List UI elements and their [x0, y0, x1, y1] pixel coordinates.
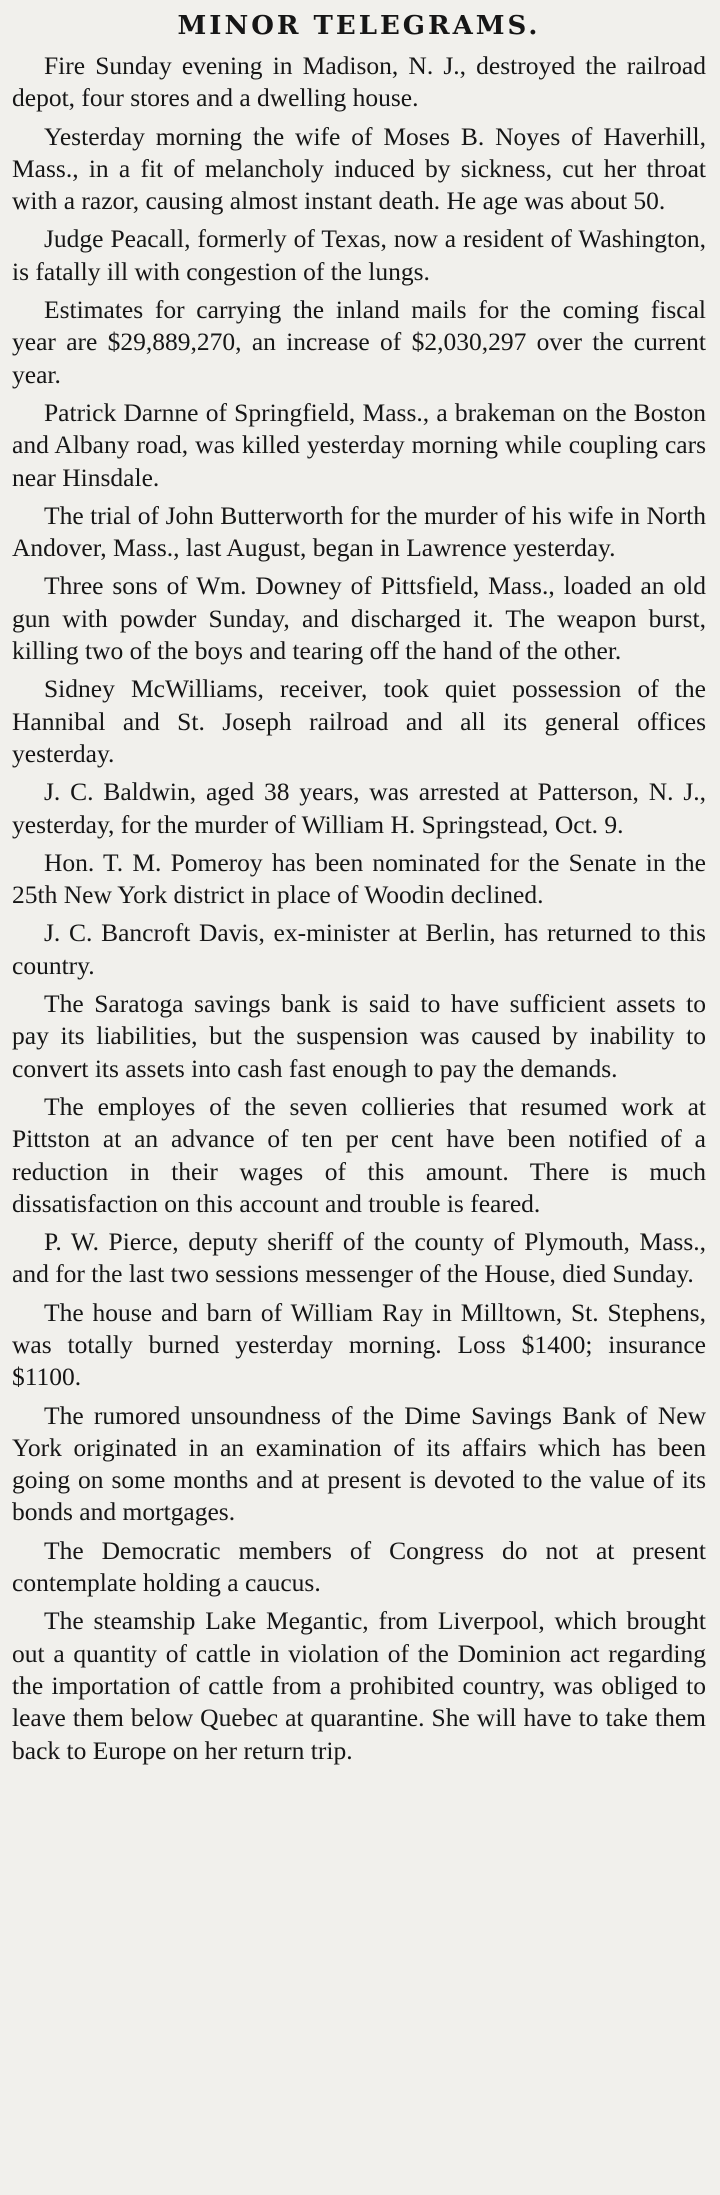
telegram-item: The Democratic members of Congress do not at present contemplate holding a caucus.	[12, 1535, 706, 1598]
telegram-item: The rumored unsoundness of the Dime Savings Bank of New York originated in an examination of its affairs which has been going on some months and at present is devoted to the value of its bonds and mortgages.	[12, 1400, 706, 1527]
telegram-item: Sidney McWilliams, receiver, took quiet possession of the Hannibal and St. Joseph railroad and all its general offices yesterday.	[12, 674, 706, 768]
headline: MINOR TELEGRAMS.	[177, 11, 541, 41]
telegram-item: J. C. Bancroft Davis, ex-minister at Berlin, has returned to this country.	[12, 918, 706, 980]
telegram-item: The employes of the seven collieries that resumed work at Pittston at an advance of ten per cent have been notified of a reduction in their wages of this amount. There is much dissatisfaction on this account and trouble is feared.	[12, 1091, 706, 1218]
telegram-item: Judge Peacall, formerly of Texas, now a resident of Washington, is fatally ill with congestion of the lungs.	[12, 224, 706, 286]
telegram-item: P. W. Pierce, deputy sheriff of the county of Plymouth, Mass., and for the last two sessions messenger of the House, died Sunday.	[12, 1227, 706, 1289]
telegram-item: Fire Sunday evening in Madison, N. J., destroyed the railroad depot, four stores and a dwelling house.	[12, 51, 706, 113]
telegram-item: Patrick Darnne of Springfield, Mass., a brakeman on the Boston and Albany road, was killed yesterday morning while coupling cars near Hinsdale.	[12, 397, 706, 492]
telegram-item: The trial of John Butterworth for the murder of his wife in North Andover, Mass., last August, began in Lawrence yesterday.	[12, 500, 706, 563]
telegram-item: Hon. T. M. Pomeroy has been nominated for the Senate in the 25th New York district in place of Woodin declined.	[12, 847, 706, 910]
telegram-item: Three sons of Wm. Downey of Pittsfield, Mass., loaded an old gun with powder Sunday, and discharged it. The weapon burst, killing two of the boys and tearing off the hand of the other.	[12, 571, 706, 666]
telegram-item: The Saratoga savings bank is said to have sufficient assets to pay its liabilities, but the suspension was caused by inability to convert its assets into cash fast enough to pay the demands.	[12, 989, 706, 1083]
telegram-item: The steamship Lake Megantic, from Liverpool, which brought out a quantity of cattle in violation of the Dominion act regarding the importation of cattle from a prohibited country, was obliged to leave them below Quebec at quarantine. She will have to take them back to Europe on her return trip.	[12, 1606, 706, 1765]
telegram-item: Yesterday morning the wife of Moses B. Noyes of Haverhill, Mass., in a fit of melancholy induced by sickness, cut her throat with a razor, causing almost instant death. He age was about 50.	[12, 121, 706, 216]
telegram-item: Estimates for carrying the inland mails for the coming fiscal year are $29,889,270, an increase of $2,030,297 over the current year.	[12, 295, 706, 389]
telegram-item: The house and barn of William Ray in Milltown, St. Stephens, was totally burned yesterday morning. Loss $1400; insurance $1100.	[12, 1297, 706, 1392]
telegram-item: J. C. Baldwin, aged 38 years, was arrested at Patterson, N. J., yesterday, for the murder of William H. Springstead, Oct. 9.	[12, 777, 706, 839]
